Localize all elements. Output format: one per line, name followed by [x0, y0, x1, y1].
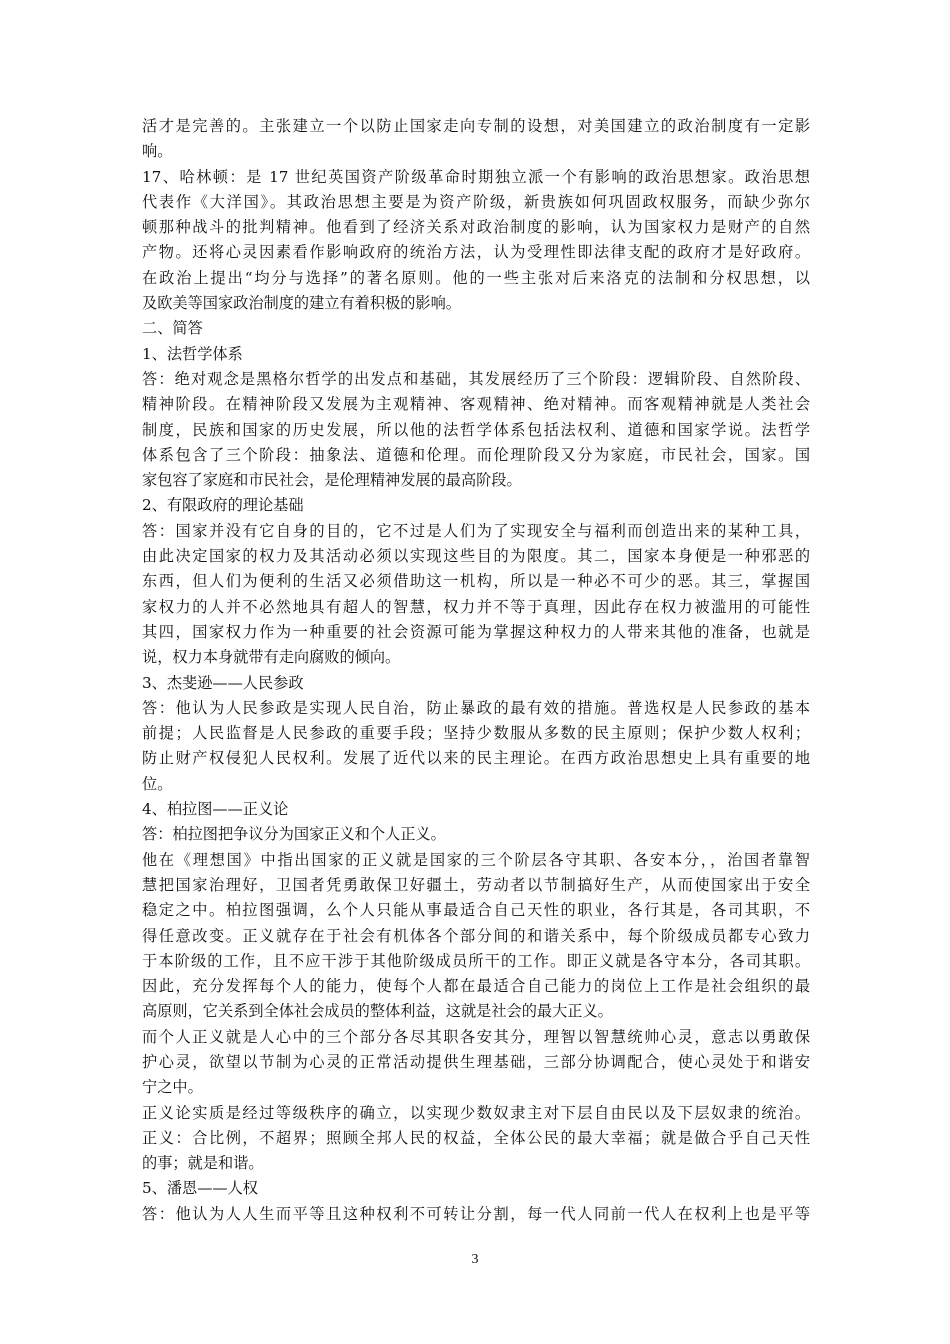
text-line: 正义：合比例，不超界；照顾全邦人民的权益，全体公民的最大幸福；就是做合乎自己天性: [142, 1128, 810, 1147]
text-line: 产物。还将心灵因素看作影响政府的统治方法，认为受理性即法律支配的政府才是好政府。: [142, 243, 810, 262]
text-line: 活才是完善的。主张建立一个以防止国家走向专制的设想，对美国建立的政治制度有一定影: [142, 117, 810, 135]
question-heading: 4、柏拉图——正义论: [142, 800, 289, 819]
text-line: 说，权力本身就带有走向腐败的倾向。: [142, 648, 401, 667]
text-line: 正义论实质是经过等级秩序的确立，以实现少数奴隶主对下层自由民以及下层奴隶的统治。: [142, 1103, 810, 1122]
page-number: 3: [471, 1252, 479, 1267]
text-line: 稳定之中。柏拉图强调，么个人只能从事最适合自己天性的职业，各行其是，各司其职，不: [142, 901, 810, 920]
text-line: 答：他认为人民参政是实现人民自治，防止暴政的最有效的措施。普选权是人民参政的基本: [142, 698, 810, 717]
text-line: 制度，民族和国家的历史发展，所以他的法哲学体系包括法权利、道德和国家学说。法哲学: [142, 420, 810, 439]
question-heading: 2、有限政府的理论基础: [142, 496, 304, 515]
text-line: 前提；人民监督是人民参政的重要手段；坚持少数服从多数的民主原则；保护少数人权利；: [142, 724, 810, 743]
text-line: 顿那种战斗的批判精神。他看到了经济关系对政治制度的影响，认为国家权力是财产的自然: [142, 218, 810, 237]
text-line: 高原则，它关系到全体社会成员的整体利益，这就是社会的最大正义。: [142, 1002, 613, 1021]
text-line: 防止财产权侵犯人民权利。发展了近代以来的民主理论。在西方政治思想史上具有重要的地: [142, 749, 810, 768]
text-line: 由此决定国家的权力及其活动必须以实现这些目的为限度。其二，国家本身便是一种邪恶的: [142, 547, 810, 566]
text-line: 答：国家并没有它自身的目的，它不过是人们为了实现安全与福利而创造出来的某种工具，: [142, 521, 810, 540]
text-line: 而个人正义就是人心中的三个部分各尽其职各安其分，理智以智慧统帅心灵，意志以勇敢保: [142, 1027, 810, 1046]
question-heading: 5、潘恩——人权: [142, 1179, 258, 1198]
text-line: 护心灵，欲望以节制为心灵的正常活动提供生理基础，三部分协调配合，使心灵处于和谐安: [142, 1052, 810, 1071]
text-line: 答：柏拉图把争议分为国家正义和个人正义。: [142, 825, 446, 844]
text-line: 东西，但人们为便利的生活又必须借助这一机构，所以是一种必不可少的恶。其三，掌握国: [142, 572, 810, 591]
text-line: 得任意改变。正义就存在于社会有机体各个部分间的和谐关系中，每个阶级成员都专心致力: [142, 926, 810, 945]
section-heading: 二、简答: [142, 319, 203, 338]
text-line: 的事；就是和谐。: [142, 1154, 264, 1173]
text-line: 17、哈林顿：是 17 世纪英国资产阶级革命时期独立派一个有影响的政治思想家。政治思想: [142, 167, 810, 186]
text-line: 在政治上提出“均分与选择”的著名原则。他的一些主张对后来洛克的法制和分权思想，以: [142, 268, 810, 287]
text-line: 宁之中。: [142, 1078, 203, 1097]
document-body: [142, 114, 810, 1227]
text-line: 响。: [142, 142, 173, 161]
question-heading: 1、法哲学体系: [142, 344, 243, 363]
text-line: 答：绝对观念是黑格尔哲学的出发点和基础，其发展经历了三个阶段：逻辑阶段、自然阶段、: [142, 369, 810, 388]
question-heading: 3、杰斐逊——人民参政: [142, 673, 304, 692]
text-line: 位。: [142, 774, 173, 793]
text-line: 因此，充分发挥每个人的能力，使每个人都在最适合自己能力的岗位上工作是社会组织的最: [142, 977, 810, 996]
text-line: 其四，国家权力作为一种重要的社会资源可能为掌握这种权力的人带来其他的准备，也就是: [142, 622, 810, 641]
text-line: 于本阶级的工作，且不应干涉于其他阶级成员所干的工作。即正义就是各守本分，各司其职。: [142, 951, 810, 970]
text-line: 代表作《大洋国》。其政治思想主要是为资产阶级，新贵族如何巩固政权服务，而缺少弥尔: [142, 192, 810, 211]
text-line: 体系包含了三个阶段：抽象法、道德和伦理。而伦理阶段又分为家庭，市民社会，国家。国: [142, 445, 810, 464]
text-line: 他在《理想国》中指出国家的正义就是国家的三个阶层各守其职、各安本分，，治国者靠智: [142, 850, 810, 869]
text-line: 及欧美等国家政治制度的建立有着积极的影响。: [142, 294, 461, 313]
text-line: 家包容了家庭和市民社会，是伦理精神发展的最高阶段。: [142, 471, 522, 490]
text-line: 慧把国家治理好，卫国者凭勇敢保卫好疆土，劳动者以节制搞好生产，从而使国家出于安全: [142, 875, 810, 894]
text-line: 答：他认为人人生而平等且这种权利不可转让分割，每一代人同前一代人在权利上也是平等: [142, 1204, 810, 1223]
text-line: 精神阶段。在精神阶段又发展为主观精神、客观精神、绝对精神。而客观精神就是人类社会: [142, 395, 810, 414]
text-line: 家权力的人并不必然地具有超人的智慧，权力并不等于真理，因此存在权力被滥用的可能性: [142, 597, 810, 616]
